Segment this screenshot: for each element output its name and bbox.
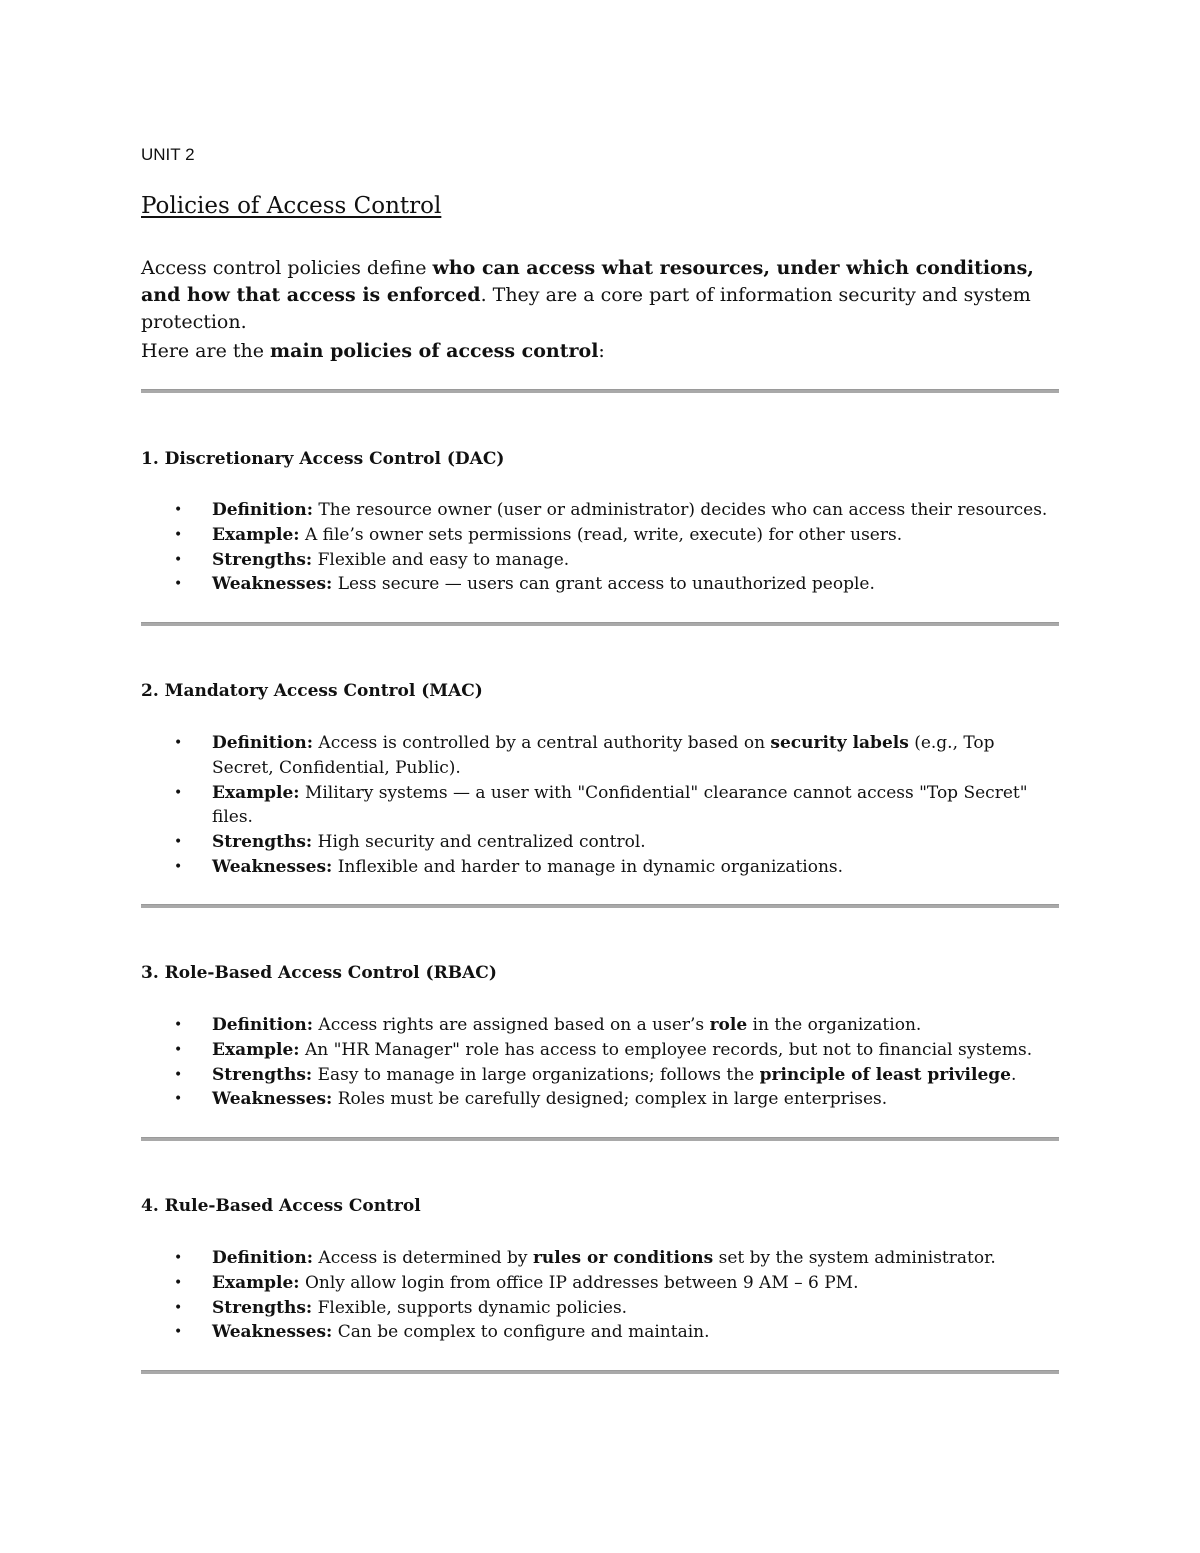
section-list-dac bbox=[141, 498, 1059, 597]
strengths-text: High security and centralized control. bbox=[312, 832, 646, 853]
divider bbox=[141, 1370, 1059, 1374]
lead-emphasis: main policies of access control bbox=[270, 340, 599, 362]
example-text: Only allow login from office IP addresses between 9 AM – 6 PM. bbox=[299, 1272, 859, 1293]
definition-label: Definition: bbox=[212, 500, 314, 520]
bullet-icon: • bbox=[174, 1299, 183, 1316]
bullet-icon: • bbox=[174, 1041, 183, 1058]
weaknesses-text: Less secure — users can grant access to unauthorized people. bbox=[332, 574, 875, 595]
list-item bbox=[141, 781, 1059, 831]
list-item bbox=[141, 572, 1059, 597]
list-item bbox=[141, 1087, 1059, 1112]
lead-text-end: : bbox=[598, 340, 605, 362]
lead-text-start: Here are the bbox=[141, 340, 271, 362]
definition-label: Definition: bbox=[212, 733, 314, 753]
list-item bbox=[141, 1320, 1059, 1345]
definition-label: Definition: bbox=[212, 1248, 314, 1268]
definition-label: Definition: bbox=[212, 1015, 314, 1035]
definition-text: Access is controlled by a central authority based on bbox=[313, 733, 771, 753]
weaknesses-text: Roles must be carefully designed; complex in large enterprises. bbox=[332, 1089, 888, 1110]
definition-text: Access is determined by bbox=[313, 1248, 533, 1268]
definition-text-end: in the organization. bbox=[747, 1015, 922, 1035]
section-title-mac: 2. Mandatory Access Control (MAC) bbox=[141, 681, 483, 701]
strengths-label: Strengths: bbox=[212, 832, 313, 853]
weaknesses-text: Inflexible and harder to manage in dynamic organizations. bbox=[332, 856, 844, 877]
strengths-label: Strengths: bbox=[212, 1064, 313, 1085]
weaknesses-label: Weaknesses: bbox=[212, 574, 333, 595]
example-label: Example: bbox=[212, 1272, 300, 1293]
definition-emphasis: rules or conditions bbox=[532, 1248, 714, 1268]
bullet-icon: • bbox=[174, 735, 183, 751]
list-item bbox=[141, 1271, 1059, 1296]
list-item bbox=[141, 1038, 1059, 1063]
definition-text: Access rights are assigned based on a user’s bbox=[313, 1015, 710, 1035]
intro-emphasis: who can access what resources, under which conditions, and how that access is enforced bbox=[141, 257, 1034, 306]
weaknesses-label: Weaknesses: bbox=[212, 1089, 333, 1110]
definition-text: The resource owner (user or administrator) decides who can access their resources. bbox=[313, 500, 1048, 520]
section-title-rbac: 3. Role-Based Access Control (RBAC) bbox=[141, 963, 497, 983]
strengths-text-end: . bbox=[1011, 1064, 1017, 1085]
list-item bbox=[141, 855, 1059, 880]
bullet-icon: • bbox=[174, 551, 183, 568]
strengths-text: Easy to manage in large organizations; follows the bbox=[312, 1064, 760, 1085]
bullet-icon: • bbox=[174, 526, 183, 543]
section-list-mac bbox=[141, 731, 1059, 880]
bullet-icon: • bbox=[174, 1250, 183, 1266]
section-title-dac: 1. Discretionary Access Control (DAC) bbox=[141, 449, 505, 469]
list-item bbox=[141, 498, 1059, 523]
weaknesses-label: Weaknesses: bbox=[212, 856, 333, 877]
definition-text-end: set by the system administrator. bbox=[713, 1248, 996, 1268]
intro-text-start: Access control policies define bbox=[141, 257, 433, 279]
divider bbox=[141, 1137, 1059, 1141]
definition-emphasis: security labels bbox=[770, 733, 909, 753]
list-item bbox=[141, 1246, 1059, 1271]
strengths-emphasis: principle of least privilege bbox=[759, 1064, 1011, 1085]
bullet-icon: • bbox=[174, 1066, 183, 1083]
example-label: Example: bbox=[212, 782, 300, 803]
list-item bbox=[141, 1013, 1059, 1038]
section-list-rule-based bbox=[141, 1246, 1059, 1345]
section-title-rule-based: 4. Rule-Based Access Control bbox=[141, 1196, 421, 1216]
strengths-text: Flexible, supports dynamic policies. bbox=[312, 1297, 628, 1318]
example-text: An "HR Manager" role has access to employee records, but not to financial systems. bbox=[299, 1039, 1033, 1060]
list-item bbox=[141, 523, 1059, 548]
bullet-icon: • bbox=[174, 502, 183, 518]
weaknesses-label: Weaknesses: bbox=[212, 1322, 333, 1343]
example-text: A file’s owner sets permissions (read, write, execute) for other users. bbox=[299, 524, 903, 545]
list-item bbox=[141, 731, 1059, 781]
page-title: Policies of Access Control bbox=[141, 193, 442, 219]
bullet-icon: • bbox=[174, 784, 183, 801]
strengths-label: Strengths: bbox=[212, 1297, 313, 1318]
unit-label: UNIT 2 bbox=[141, 145, 195, 164]
definition-text-end: (e.g., Top Secret, Confidential, Public). bbox=[212, 733, 995, 778]
intro-text-end: . They are a core part of information security and system protection. bbox=[141, 284, 1031, 333]
bullet-icon: • bbox=[174, 834, 183, 851]
bullet-icon: • bbox=[174, 1274, 183, 1291]
list-item bbox=[141, 1296, 1059, 1321]
bullet-icon: • bbox=[174, 858, 183, 875]
bullet-icon: • bbox=[174, 576, 183, 593]
weaknesses-text: Can be complex to configure and maintain. bbox=[332, 1322, 710, 1343]
divider bbox=[141, 622, 1059, 626]
example-label: Example: bbox=[212, 524, 300, 545]
list-item bbox=[141, 830, 1059, 855]
bullet-icon: • bbox=[174, 1017, 183, 1033]
lead-paragraph bbox=[141, 338, 605, 365]
example-text: Military systems — a user with "Confidential" clearance cannot access "Top Secret" files. bbox=[212, 782, 1028, 828]
example-label: Example: bbox=[212, 1039, 300, 1060]
strengths-text: Flexible and easy to manage. bbox=[312, 549, 570, 570]
bullet-icon: • bbox=[174, 1091, 183, 1108]
section-list-rbac bbox=[141, 1013, 1059, 1112]
intro-paragraph bbox=[141, 255, 1071, 336]
definition-emphasis: role bbox=[709, 1015, 748, 1035]
bullet-icon: • bbox=[174, 1324, 183, 1341]
strengths-label: Strengths: bbox=[212, 549, 313, 570]
list-item bbox=[141, 1063, 1059, 1088]
list-item bbox=[141, 548, 1059, 573]
divider bbox=[141, 389, 1059, 393]
divider bbox=[141, 904, 1059, 908]
